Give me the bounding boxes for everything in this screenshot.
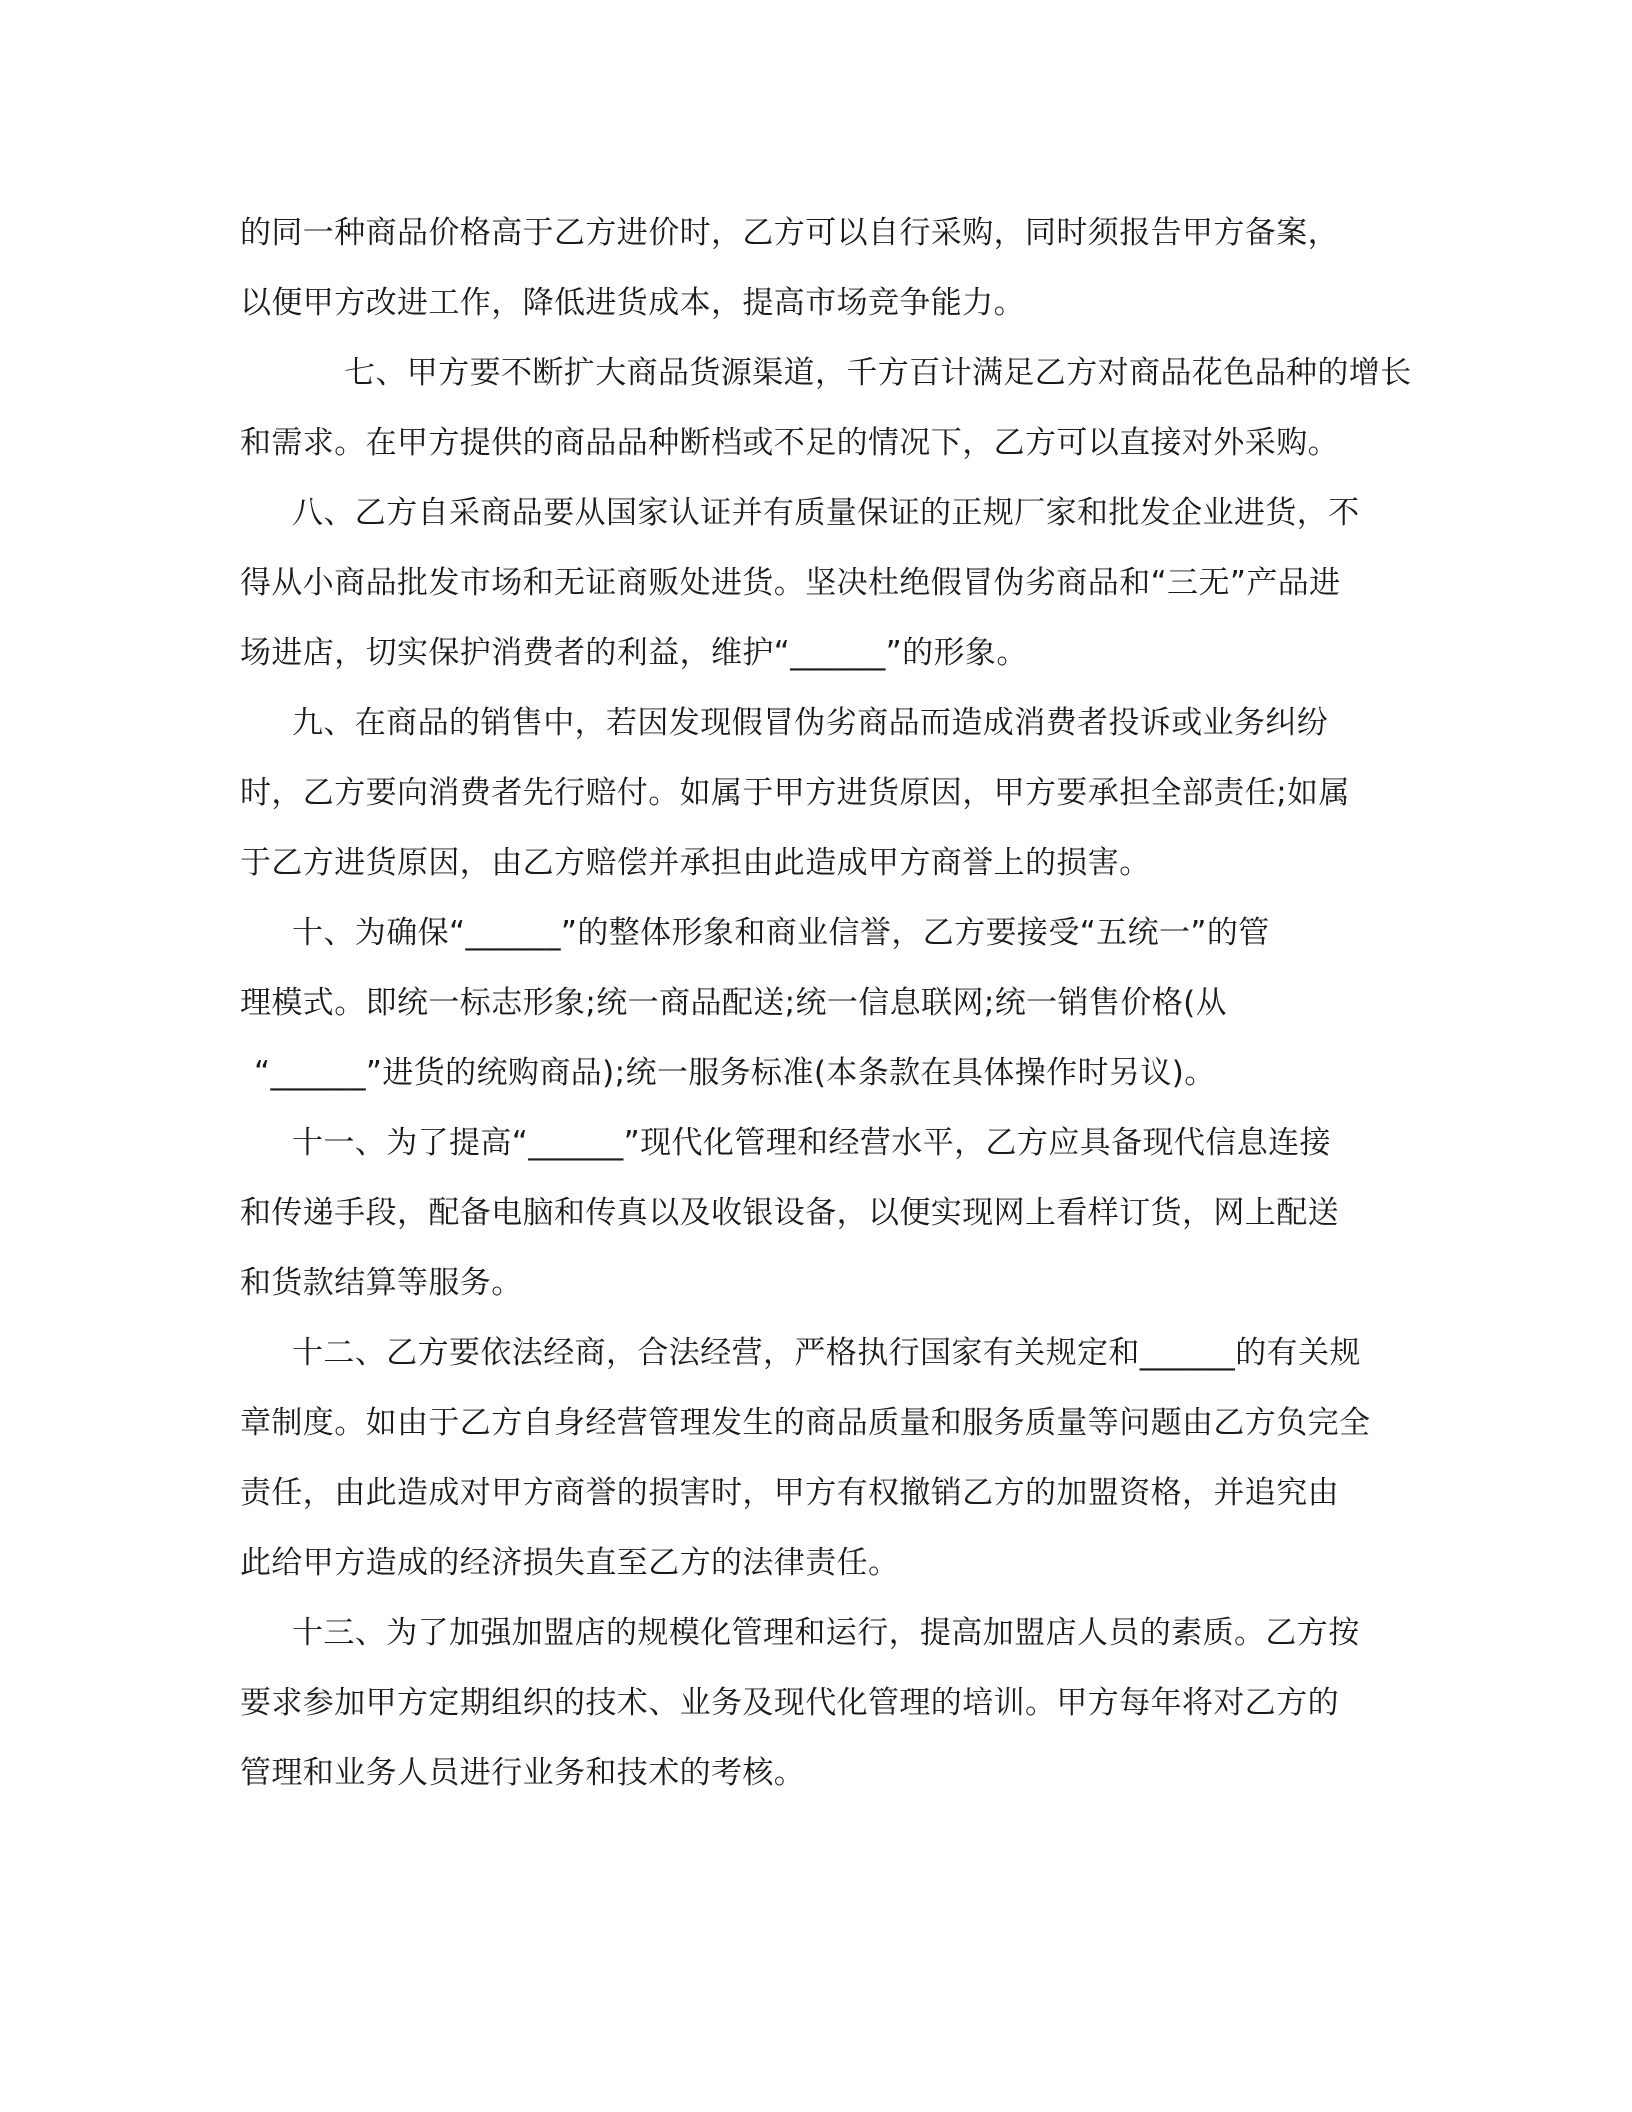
text-line: 以便甲方改进工作，降低进货成本，提高市场竞争能力。 — [240, 285, 1025, 321]
text-line: 场进店，切实保护消费者的利益，维护“______”的形象。 — [240, 635, 1028, 671]
text-line: 章制度。如由于乙方自身经营管理发生的商品质量和服务质量等问题由乙方负完全 — [240, 1405, 1371, 1441]
text-line: 七、甲方要不断扩大商品货源渠道，千方百计满足乙方对商品花色品种的增长 — [344, 355, 1412, 391]
paragraph-6-continued — [240, 198, 1390, 338]
text-line: 得从小商品批发市场和无证商贩处进货。坚决杜绝假冒伪劣商品和“三无”产品进 — [240, 565, 1341, 601]
text-line: 理模式。即统一标志形象;统一商品配送;统一信息联网;统一销售价格(从 — [240, 985, 1228, 1021]
paragraph-8 — [240, 478, 1390, 688]
text-line: 十一、为了提高“______”现代化管理和经营水平，乙方应具备现代信息连接 — [292, 1125, 1331, 1161]
text-line: “______”进货的统购商品);统一服务标准(本条款在具体操作时另议)。 — [254, 1055, 1216, 1091]
text-line: 和需求。在甲方提供的商品品种断档或不足的情况下，乙方可以直接对外采购。 — [240, 425, 1339, 461]
text-line: 此给甲方造成的经济损失直至乙方的法律责任。 — [240, 1545, 900, 1581]
text-line: 八、乙方自采商品要从国家认证并有质量保证的正规厂家和批发企业进货，不 — [292, 495, 1360, 531]
paragraph-9 — [240, 688, 1390, 898]
text-line: 十二、乙方要依法经商，合法经营，严格执行国家有关规定和______的有关规 — [292, 1335, 1361, 1371]
text-line: 时，乙方要向消费者先行赔付。如属于甲方进货原因，甲方要承担全部责任;如属 — [240, 775, 1350, 811]
paragraph-10 — [240, 898, 1390, 1108]
text-line: 和货款结算等服务。 — [240, 1265, 523, 1301]
paragraph-11 — [240, 1108, 1390, 1318]
document-body — [240, 198, 1412, 1808]
text-line: 管理和业务人员进行业务和技术的考核。 — [240, 1755, 806, 1791]
text-line: 责任，由此造成对甲方商誉的损害时，甲方有权撤销乙方的加盟资格，并追究由 — [240, 1475, 1339, 1511]
text-line: 十、为确保“______”的整体形象和商业信誉，乙方要接受“五统一”的管 — [292, 915, 1270, 951]
text-line: 的同一种商品价格高于乙方进价时，乙方可以自行采购，同时须报告甲方备案， — [240, 215, 1339, 251]
text-line: 九、在商品的销售中，若因发现假冒伪劣商品而造成消费者投诉或业务纠纷 — [292, 705, 1329, 741]
text-line: 十三、为了加强加盟店的规模化管理和运行，提高加盟店人员的素质。乙方按 — [292, 1615, 1360, 1651]
text-line: 于乙方进货原因，由乙方赔偿并承担由此造成甲方商誉上的损害。 — [240, 845, 1151, 881]
paragraph-12 — [240, 1318, 1390, 1598]
paragraph-13 — [240, 1598, 1390, 1808]
text-line: 和传递手段，配备电脑和传真以及收银设备，以便实现网上看样订货，网上配送 — [240, 1195, 1339, 1231]
text-line: 要求参加甲方定期组织的技术、业务及现代化管理的培训。甲方每年将对乙方的 — [240, 1685, 1339, 1721]
paragraph-7 — [240, 338, 1412, 478]
